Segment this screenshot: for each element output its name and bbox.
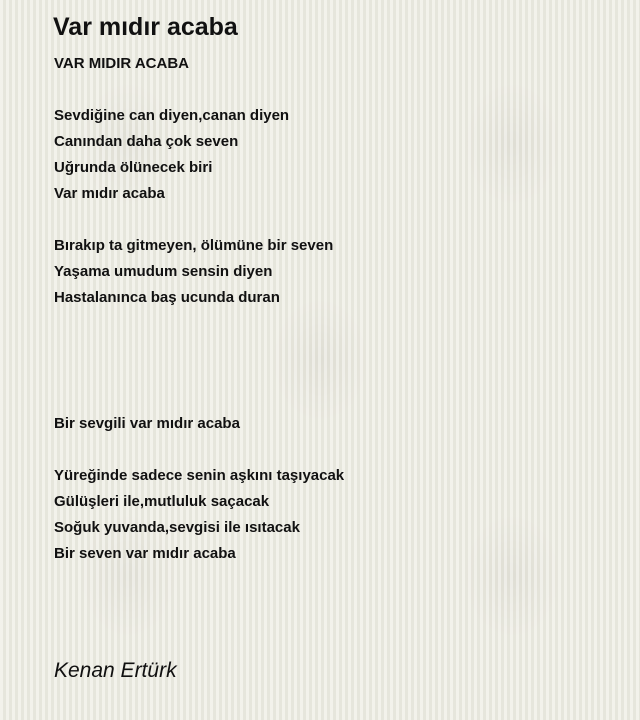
poem-line: Bırakıp ta gitmeyen, ölümüne bir seven xyxy=(54,237,334,254)
poem-line: Gülüşleri ile,mutluluk saçacak xyxy=(54,493,270,510)
stanza-4 xyxy=(54,463,344,567)
poem-line: Bir seven var mıdır acaba xyxy=(54,545,236,562)
poem-line: Var mıdır acaba xyxy=(54,185,165,202)
stanza-1 xyxy=(54,103,289,207)
stanza-3 xyxy=(54,411,240,437)
poem-author: Kenan Ertürk xyxy=(54,659,177,682)
poem-line: Canından daha çok seven xyxy=(54,133,239,150)
poem-title: Var mıdır acaba xyxy=(53,13,238,41)
stanza-2 xyxy=(54,233,333,311)
poem-line: Yaşama umudum sensin diyen xyxy=(54,263,273,280)
poem-subtitle: VAR MIDIR ACABA xyxy=(54,55,189,72)
poem-line: Soğuk yuvanda,sevgisi ile ısıtacak xyxy=(54,519,300,536)
poem-line: Hastalanınca baş ucunda duran xyxy=(54,289,280,306)
poem-line: Yüreğinde sadece senin aşkını taşıyacak xyxy=(54,467,345,484)
poem-line: Uğrunda ölünecek biri xyxy=(54,159,213,176)
poem-line: Sevdiğine can diyen,canan diyen xyxy=(54,107,290,124)
poem-line: Bir sevgili var mıdır acaba xyxy=(54,415,240,432)
